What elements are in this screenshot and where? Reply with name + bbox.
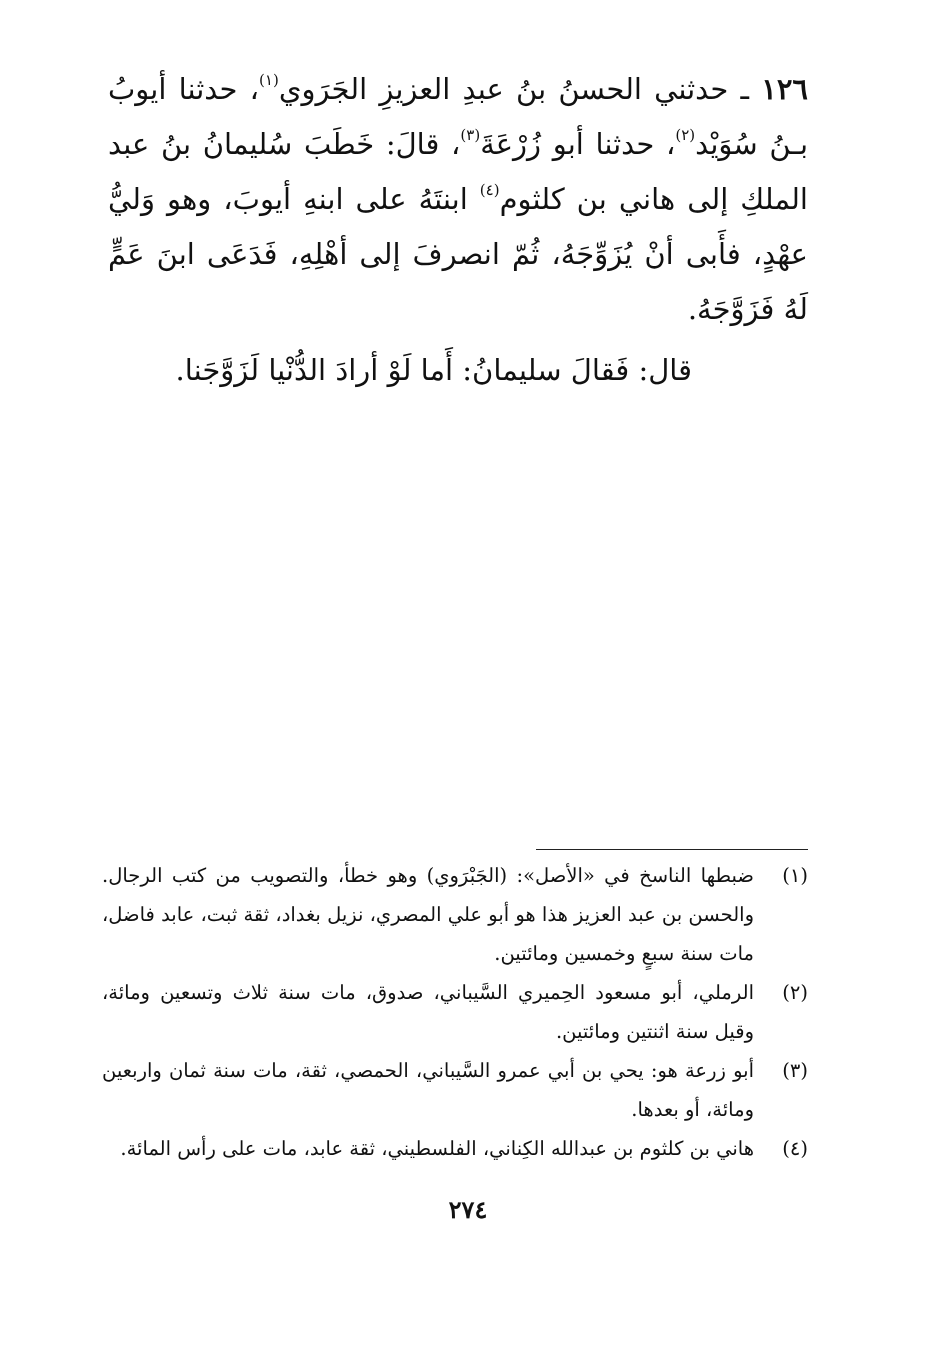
quote-line: قال: فَقالَ سليمانُ: أَما لَوْ أرادَ الدُّنْيا لَزَوَّجَنا. [175, 353, 692, 387]
footnote-1 [102, 856, 808, 973]
footnote-text: ضبطها الناسخ في «الأصل»: (الجَبْرَوي) وهو خطأ، والتصويب من كتب الرجال. والحسن بن عبد العزيز هذا هو أبو علي المصري، نزيل بغداد، ثقة ثبت، عابد فاضل، مات سنة سبعٍ وخمسين ومائتين. [101, 864, 754, 965]
footnote-ref-2[interactable]: (٢) [675, 126, 696, 144]
footnote-4 [102, 1129, 808, 1168]
footnote-number: (٢) [782, 981, 808, 1004]
footnote-ref-1[interactable]: (١) [259, 71, 279, 89]
footnote-number: (٤) [782, 1137, 808, 1160]
hadith-text [108, 62, 808, 337]
hadith-segment-1: حدثني الحسنُ بنُ عبدِ العزيزِ الجَرَوي [278, 72, 729, 106]
footnote-ref-4[interactable]: (٤) [479, 181, 500, 199]
hadith-segment-5: ابنتَهُ على ابنهِ أيوبَ، وهو وَليُّ عهْدٍ، فأَبى أنْ يُزَوِّجَهُ، ثُمّ انصرفَ إلى أهْلِهِ، فَدَعَى ابنَ عَمٍّ لَهُ فَزَوَّجَهُ. [108, 182, 808, 326]
hadith-dash: ـ [728, 72, 762, 106]
footnotes [102, 856, 808, 1168]
footnote-2 [102, 973, 808, 1051]
hadith-segment-4: ، قالَ: خَطَبَ سُليمانُ بنُ عبد الملكِ إلى هاني بن كلثوم [108, 127, 808, 216]
hadith-number: ١٢٦ [761, 72, 809, 106]
hadith-paragraph [108, 62, 808, 337]
hadith-segment-2: ، حدثنا أيوبُ بـنُ سُوَيْد [108, 72, 809, 161]
footnote-number: (١) [782, 864, 808, 887]
footnote-ref-3[interactable]: (٣) [460, 126, 481, 144]
footnote-text: الرملي، أبو مسعود الحِميري السَّيباني، صدوق، مات سنة ثلاث وتسعين ومائة، وقيل سنة اثنتين ومائتين. [102, 981, 754, 1043]
footnote-text: هاني بن كلثوم بن عبدالله الكِناني، الفلسطيني، ثقة عابد، مات على رأس المائة. [120, 1137, 754, 1160]
hadith-segment-3: ، حدثنا أبو زُرْعَةَ [480, 127, 676, 161]
footnote-text: أبو زرعة هو: يحي بن أبي عمرو السَّيباني، الحمصي، ثقة، مات سنة ثمان واربعين ومائة، أو بعدها. [102, 1059, 754, 1121]
page-number: ٢٧٤ [448, 1195, 488, 1224]
footnote-3 [102, 1051, 808, 1129]
footnote-number: (٣) [782, 1059, 808, 1082]
footnote-divider [536, 849, 808, 850]
